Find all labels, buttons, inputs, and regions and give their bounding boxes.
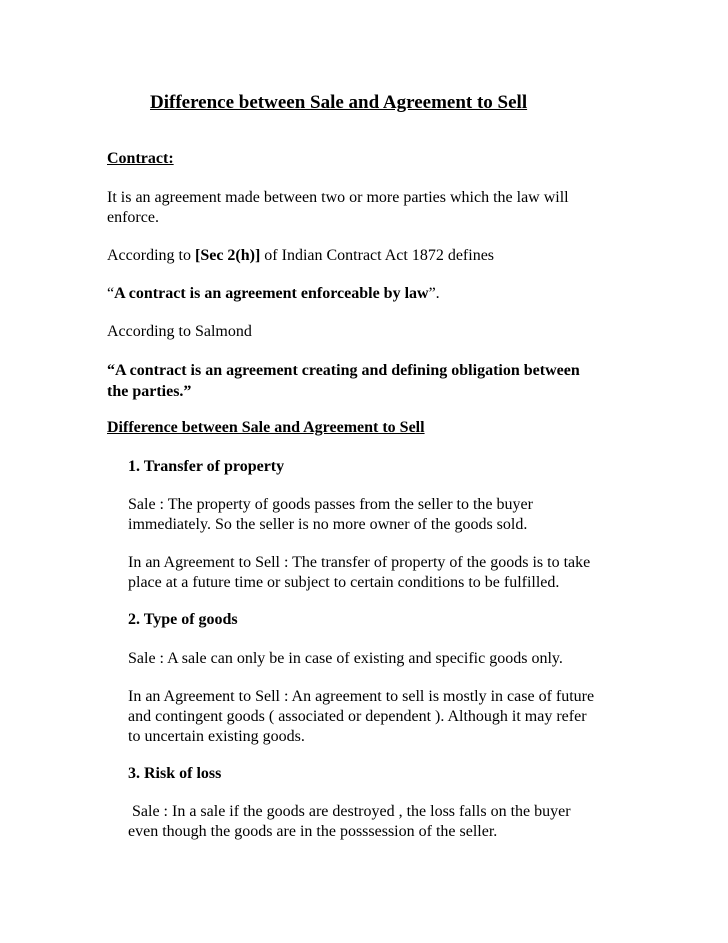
quote-close-mark: ”. <box>428 285 440 302</box>
point-3-sale-line-1: Sale : In a sale if the goods are destroyed , the loss falls on the buyer <box>128 803 571 820</box>
salmond-line: According to Salmond <box>107 323 252 340</box>
point-2-ats-line-1: In an Agreement to Sell : An agreement to sell is mostly in case of future <box>128 688 595 705</box>
point-1-ats-line-2: place at a future time or subject to certain conditions to be fulfilled. <box>128 574 560 591</box>
section-reference-prefix: According to <box>107 247 195 264</box>
page-title: Difference between Sale and Agreement to Sell <box>150 92 528 113</box>
contract-heading: Contract: <box>107 150 174 167</box>
point-1-sale-line-1: Sale : The property of goods passes from the seller to the buyer <box>128 496 533 513</box>
point-1-ats-line-1: In an Agreement to Sell : The transfer of property of the goods is to take <box>128 554 591 571</box>
point-2-ats-line-3: to uncertain existing goods. <box>128 728 305 745</box>
contract-definition-line-2: enforce. <box>107 209 159 226</box>
section-heading: Difference between Sale and Agreement to Sell <box>107 419 425 436</box>
contract-quote-2-line-1: “A contract is an agreement creating and defining obligation between <box>107 362 580 379</box>
contract-definition-line-1: It is an agreement made between two or more parties which the law will <box>107 189 569 206</box>
quote-1-text: A contract is an agreement enforceable by law <box>114 285 429 302</box>
contract-quote-1 <box>107 283 440 305</box>
point-2-sale-line-1: Sale : A sale can only be in case of existing and specific goods only. <box>128 650 563 667</box>
contract-quote-2-line-2: the parties.” <box>107 383 192 400</box>
section-reference-line <box>107 245 494 267</box>
point-3-heading: 3. Risk of loss <box>128 765 222 782</box>
point-3-sale-line-2: even though the goods are in the posssession of the seller. <box>128 823 498 840</box>
quote-open-mark: “ <box>107 285 115 302</box>
section-reference: [Sec 2(h)] <box>194 247 261 264</box>
point-1-sale-line-2: immediately. So the seller is no more owner of the goods sold. <box>128 516 528 533</box>
point-2-heading: 2. Type of goods <box>128 611 238 628</box>
point-1-heading: 1. Transfer of property <box>128 458 285 475</box>
section-reference-suffix: of Indian Contract Act 1872 defines <box>260 247 495 264</box>
point-2-ats-line-2: and contingent goods ( associated or dependent ). Although it may refer <box>128 708 587 725</box>
